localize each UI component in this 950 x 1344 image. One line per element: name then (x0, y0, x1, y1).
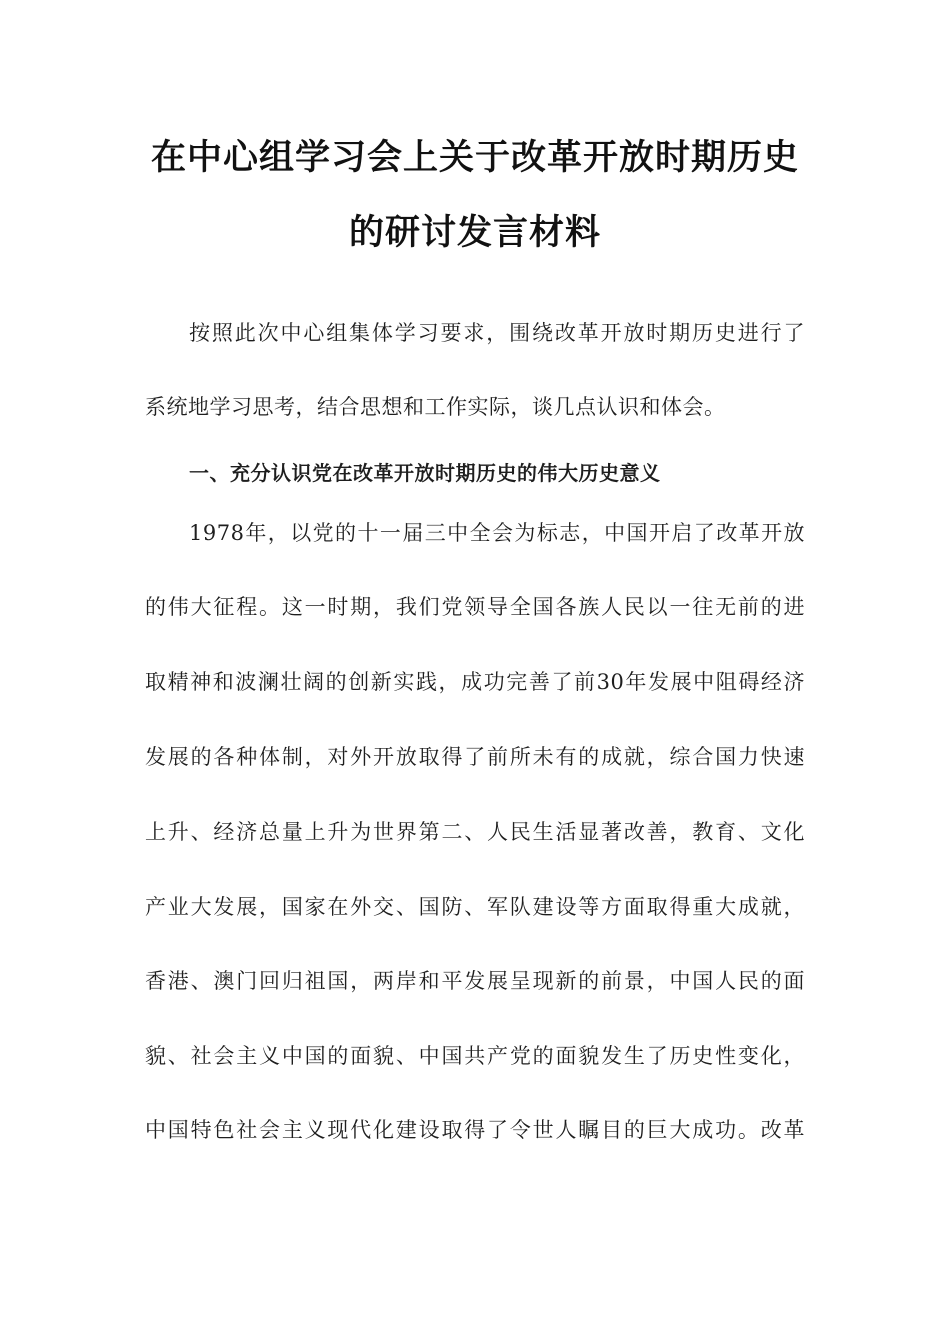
document-title-line-2: 的研讨发言材料 (348, 213, 601, 253)
intro-paragraph-line-1: 按照此次中心组集体学习要求，围绕改革开放时期历史进行了 (189, 321, 805, 345)
body-paragraph-line: 貌、社会主义中国的面貌、中国共产党的面貌发生了历史性变化， (145, 1044, 805, 1068)
intro-paragraph-line-2: 系统地学习思考，结合思想和工作实际，谈几点认识和体会。 (145, 395, 726, 419)
body-paragraph-line: 1978年，以党的十一届三中全会为标志，中国开启了改革开放 (189, 521, 805, 545)
body-paragraph-line: 香港、澳门回归祖国，两岸和平发展呈现新的前景，中国人民的面 (145, 969, 805, 993)
body-paragraph-line: 中国特色社会主义现代化建设取得了令世人瞩目的巨大成功。改革 (145, 1118, 805, 1142)
document-title-line-1: 在中心组学习会上关于改革开放时期历史 (150, 138, 799, 178)
body-paragraph-line: 上升、经济总量上升为世界第二、人民生活显著改善，教育、文化 (145, 820, 805, 844)
body-paragraph-line: 的伟大征程。这一时期，我们党领导全国各族人民以一往无前的进 (145, 595, 805, 619)
body-paragraph-line: 发展的各种体制，对外开放取得了前所未有的成就，综合国力快速 (145, 745, 805, 769)
section-heading: 一、充分认识党在改革开放时期历史的伟大历史意义 (189, 461, 661, 485)
body-paragraph-line: 取精神和波澜壮阔的创新实践，成功完善了前30年发展中阻碍经济 (145, 670, 805, 694)
body-paragraph-line: 产业大发展，国家在外交、国防、军队建设等方面取得重大成就， (145, 895, 805, 919)
